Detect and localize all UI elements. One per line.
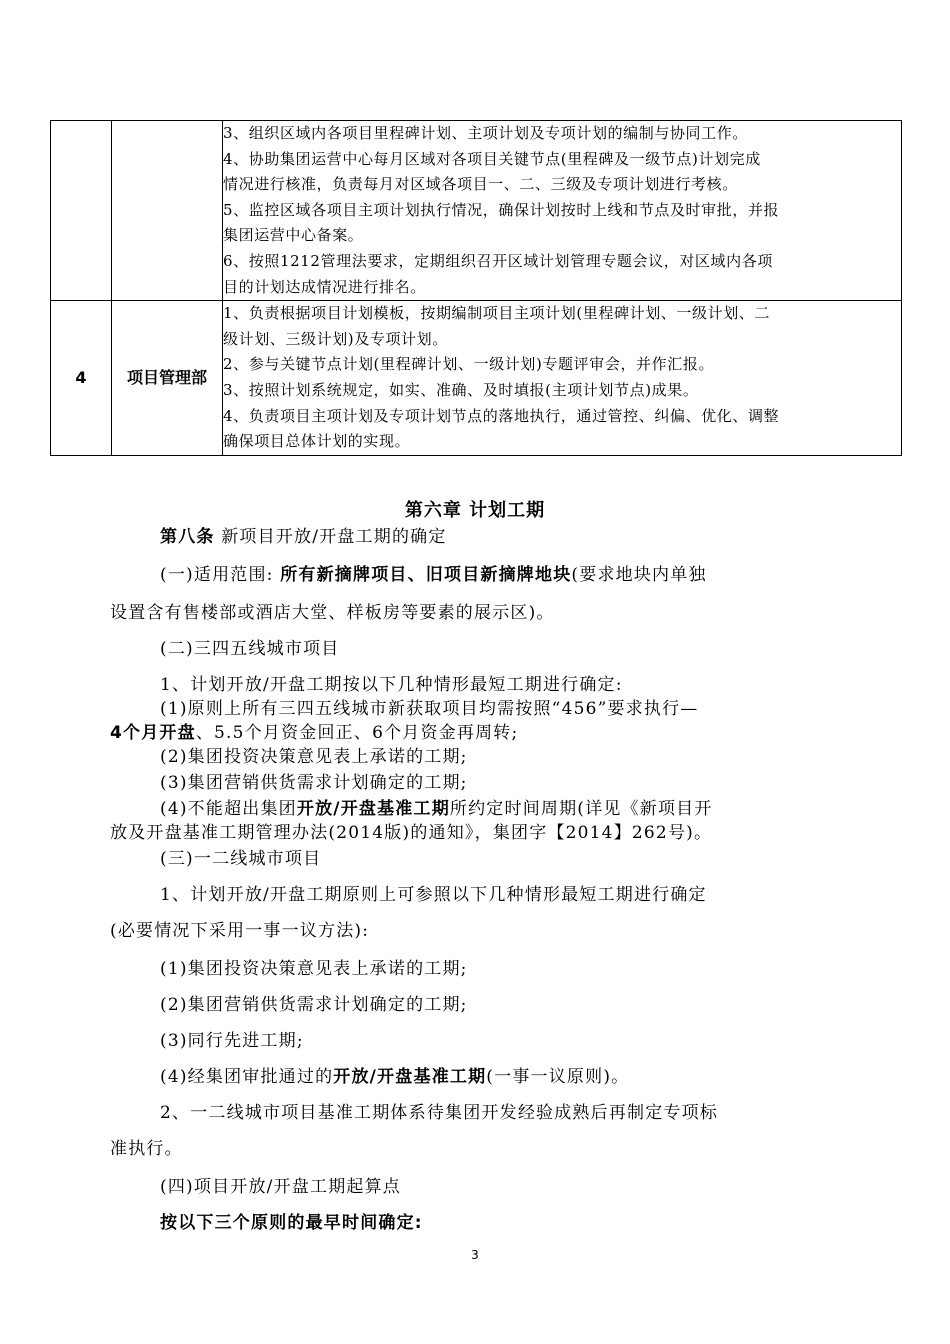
emphasis: 开放/开盘基准工期 (296, 799, 450, 819)
duty-line: 2、参与关键节点计划(里程碑计划、一级计划)专题评审会，并作汇报。 (223, 355, 715, 374)
section-title: (二)三四五线城市项目 (160, 639, 340, 659)
duty-line: 级计划、三级计划)及专项计划。 (223, 329, 448, 348)
duty-line: 4、负责项目主项计划及专项计划节点的落地执行，通过管控、纠偏、优化、调整 (223, 406, 780, 425)
duty-line: 集团运营中心备案。 (223, 226, 364, 245)
list-text: 所约定时间周期(详见《新项目开 (449, 799, 713, 819)
list-text: (一事一议原则)。 (486, 1067, 630, 1087)
duty-line: 1、负责根据项目计划模板，按期编制项目主项计划(里程碑计划、一级计划、二 (223, 304, 770, 323)
list-item (160, 1062, 902, 1087)
bold-paragraph: 按以下三个原则的最早时间确定: (160, 1213, 423, 1233)
scope-line-2: 设置含有售楼部或酒店大堂、样板房等要素的展示区)。 (110, 603, 555, 623)
table-cell-number (51, 121, 112, 301)
article-label: 第八条 (160, 527, 215, 547)
article-title: 新项目开放/开盘工期的确定 (214, 527, 447, 547)
duty-line: 确保项目总体计划的实现。 (223, 432, 411, 451)
table-cell-duties (223, 121, 902, 301)
scope-prefix: (一)适用范围: (160, 565, 281, 585)
list-item: (1)原则上所有三四五线城市新获取项目均需按照“456”要求执行— (160, 699, 699, 719)
responsibility-table (50, 120, 902, 456)
paragraph-continued: (必要情况下采用一事一议方法): (110, 921, 370, 941)
table-row (51, 121, 902, 301)
list-item: (3)集团营销供货需求计划确定的工期; (160, 773, 468, 793)
paragraph: 1、计划开放/开盘工期原则上可参照以下几种情形最短工期进行确定 (160, 885, 707, 905)
duty-line: 5、监控区域各项目主项计划执行情况，确保计划按时上线和节点及时审批，并报 (223, 200, 780, 219)
emphasis: 4个月开盘 (110, 723, 196, 743)
page-number: 3 (471, 1248, 479, 1262)
table-cell-duties (223, 301, 902, 456)
paragraph: 1、计划开放/开盘工期按以下几种情形最短工期进行确定: (160, 675, 623, 695)
scope-line (160, 560, 902, 585)
duty-line: 3、组织区域内各项目里程碑计划、主项计划及专项计划的编制与协同工作。 (223, 124, 748, 142)
list-item: (2)集团投资决策意见表上承诺的工期; (160, 747, 468, 767)
list-item (160, 794, 902, 819)
section-title: (四)项目开放/开盘工期起算点 (160, 1177, 401, 1197)
table-row (51, 301, 902, 456)
list-text: 、5.5个月资金回正、6个月资金再周转; (195, 723, 519, 743)
list-item: (2)集团营销供货需求计划确定的工期; (160, 995, 468, 1015)
emphasis: 开放/开盘基准工期 (333, 1067, 487, 1087)
list-item-continued (110, 718, 902, 743)
paragraph-continued: 准执行。 (110, 1139, 183, 1159)
duty-line: 4、协助集团运营中心每月区域对各项目关键节点(里程碑及一级节点)计划完成 (223, 149, 761, 168)
table-cell-department: 项目管理部 (112, 301, 223, 456)
list-item: (3)同行先进工期; (160, 1031, 304, 1051)
scope-suffix: (要求地块内单独 (571, 565, 707, 585)
duty-line: 3、按照计划系统规定，如实、准确、及时填报(主项计划节点)成果。 (223, 380, 699, 399)
list-text: (4)经集团审批通过的 (160, 1067, 334, 1087)
paragraph: 2、一二线城市项目基准工期体系待集团开发经验成熟后再制定专项标 (160, 1103, 719, 1123)
duty-line: 目的计划达成情况进行排名。 (223, 277, 426, 296)
chapter-heading: 第六章 计划工期 (404, 500, 546, 521)
duty-line: 6、按照1212管理法要求，定期组织召开区域计划管理专题会议，对区域内各项 (223, 251, 773, 270)
list-item-continued: 放及开盘基准工期管理办法(2014版)的通知》，集团字【2014】262号)。 (110, 823, 713, 843)
duty-line: 情况进行核准，负责每月对区域各项目一、二、三级及专项计划进行考核。 (223, 175, 738, 194)
scope-emphasis: 所有新摘牌项目、旧项目新摘牌地块 (280, 565, 572, 585)
list-text: (4)不能超出集团 (160, 799, 297, 819)
article-heading (160, 522, 902, 547)
table-cell-number: 4 (51, 301, 112, 456)
section-title: (三)一二线城市项目 (160, 849, 322, 869)
table-cell-department (112, 121, 223, 301)
list-item: (1)集团投资决策意见表上承诺的工期; (160, 959, 468, 979)
